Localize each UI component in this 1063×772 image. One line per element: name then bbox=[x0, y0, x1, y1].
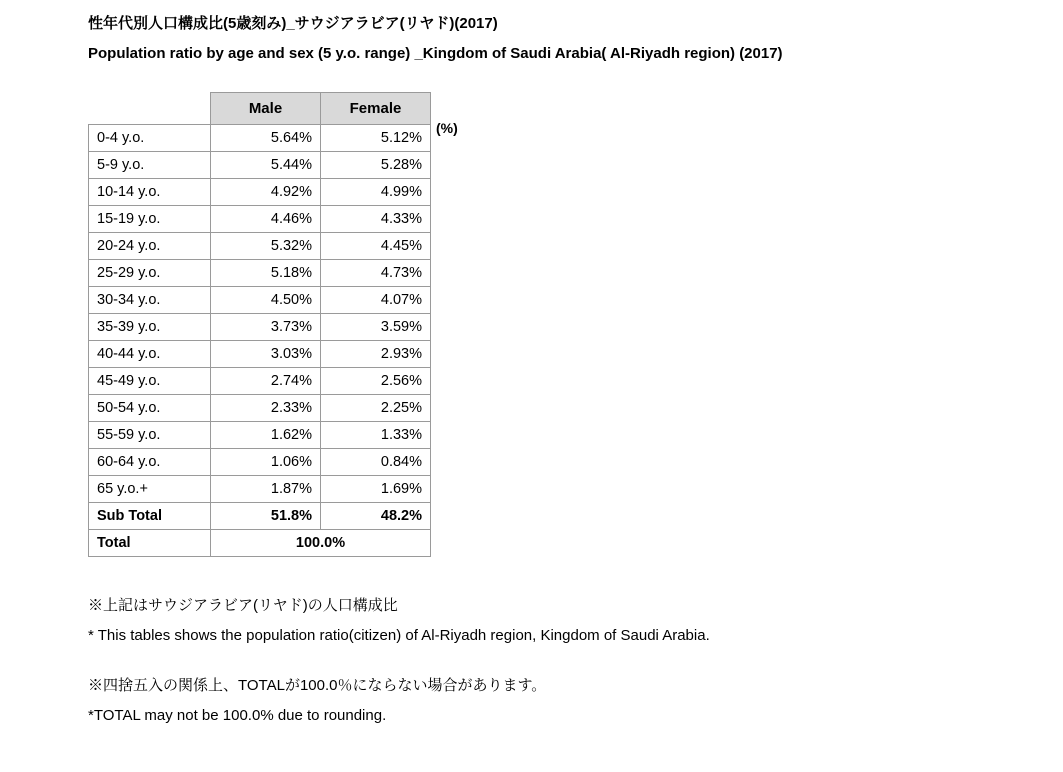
female-value: 4.45% bbox=[321, 233, 431, 260]
footnotes bbox=[88, 591, 1063, 731]
subtotal-male-value: 51.8% bbox=[211, 503, 321, 530]
table-row bbox=[89, 449, 431, 476]
table-body bbox=[89, 125, 431, 557]
table-row bbox=[89, 395, 431, 422]
footnote-japanese-rounding: ※四捨五入の関係上、TOTALが100.0％にならない場合があります。 bbox=[88, 677, 547, 694]
table-row bbox=[89, 368, 431, 395]
female-value: 4.07% bbox=[321, 287, 431, 314]
subtotal-female-value: 48.2% bbox=[321, 503, 431, 530]
table-row bbox=[89, 260, 431, 287]
age-label: 20-24 y.o. bbox=[89, 233, 211, 260]
total-value: 100.0% bbox=[211, 530, 431, 557]
male-value: 1.87% bbox=[211, 476, 321, 503]
footnote-spacer bbox=[88, 651, 1063, 671]
title-block bbox=[88, 12, 1063, 66]
table-row bbox=[89, 179, 431, 206]
male-value: 4.50% bbox=[211, 287, 321, 314]
unit-note: (%) bbox=[436, 120, 458, 136]
table-header-corner bbox=[89, 93, 211, 125]
table-head bbox=[89, 93, 431, 125]
male-value: 5.18% bbox=[211, 260, 321, 287]
age-label: 5-9 y.o. bbox=[89, 152, 211, 179]
female-value: 2.25% bbox=[321, 395, 431, 422]
male-value: 2.33% bbox=[211, 395, 321, 422]
female-value: 3.59% bbox=[321, 314, 431, 341]
table-row bbox=[89, 152, 431, 179]
table-header-male: Male bbox=[211, 93, 321, 125]
male-value: 1.62% bbox=[211, 422, 321, 449]
table-row bbox=[89, 422, 431, 449]
table-row bbox=[89, 287, 431, 314]
male-value: 3.03% bbox=[211, 341, 321, 368]
male-value: 5.64% bbox=[211, 125, 321, 152]
table-row bbox=[89, 314, 431, 341]
male-value: 4.46% bbox=[211, 206, 321, 233]
female-value: 2.56% bbox=[321, 368, 431, 395]
table-header-female: Female bbox=[321, 93, 431, 125]
age-label: 60-64 y.o. bbox=[89, 449, 211, 476]
age-label: 55-59 y.o. bbox=[89, 422, 211, 449]
age-label: 25-29 y.o. bbox=[89, 260, 211, 287]
age-label: 15-19 y.o. bbox=[89, 206, 211, 233]
male-value: 2.74% bbox=[211, 368, 321, 395]
population-table-wrap bbox=[88, 92, 1063, 557]
male-value: 5.32% bbox=[211, 233, 321, 260]
footnote-japanese-source: ※上記はサウジアラビア(リヤド)の人口構成比 bbox=[88, 597, 398, 614]
table-header-row bbox=[89, 93, 431, 125]
age-label: 10-14 y.o. bbox=[89, 179, 211, 206]
female-value: 1.33% bbox=[321, 422, 431, 449]
table-row bbox=[89, 125, 431, 152]
table-row bbox=[89, 476, 431, 503]
page-title-japanese: 性年代別人口構成比(5歳刻み)_サウジアラビア(リヤド)(2017) bbox=[88, 15, 498, 32]
female-value: 2.93% bbox=[321, 341, 431, 368]
female-value: 4.73% bbox=[321, 260, 431, 287]
subtotal-label: Sub Total bbox=[89, 503, 211, 530]
age-label: 35-39 y.o. bbox=[89, 314, 211, 341]
total-label: Total bbox=[89, 530, 211, 557]
female-value: 1.69% bbox=[321, 476, 431, 503]
age-label: 40-44 y.o. bbox=[89, 341, 211, 368]
footnote-english-rounding: *TOTAL may not be 100.0% due to rounding. bbox=[88, 707, 387, 724]
population-ratio-table bbox=[88, 92, 431, 557]
age-label: 30-34 y.o. bbox=[89, 287, 211, 314]
male-value: 5.44% bbox=[211, 152, 321, 179]
table-row-total bbox=[89, 530, 431, 557]
table-row bbox=[89, 341, 431, 368]
age-label: 45-49 y.o. bbox=[89, 368, 211, 395]
footnote-english-source: * This tables shows the population ratio(citizen) of Al-Riyadh region, Kingdom of Saudi Arabia. bbox=[88, 627, 710, 644]
male-value: 1.06% bbox=[211, 449, 321, 476]
table-row-subtotal bbox=[89, 503, 431, 530]
female-value: 4.33% bbox=[321, 206, 431, 233]
female-value: 5.28% bbox=[321, 152, 431, 179]
age-label: 50-54 y.o. bbox=[89, 395, 211, 422]
female-value: 4.99% bbox=[321, 179, 431, 206]
table-row bbox=[89, 233, 431, 260]
table-row bbox=[89, 206, 431, 233]
page-title-english: Population ratio by age and sex (5 y.o. range) _Kingdom of Saudi Arabia( Al-Riyadh region) (2017) bbox=[88, 45, 783, 62]
age-label: 0-4 y.o. bbox=[89, 125, 211, 152]
male-value: 3.73% bbox=[211, 314, 321, 341]
age-label: 65 y.o.+ bbox=[89, 476, 211, 503]
male-value: 4.92% bbox=[211, 179, 321, 206]
female-value: 0.84% bbox=[321, 449, 431, 476]
female-value: 5.12% bbox=[321, 125, 431, 152]
